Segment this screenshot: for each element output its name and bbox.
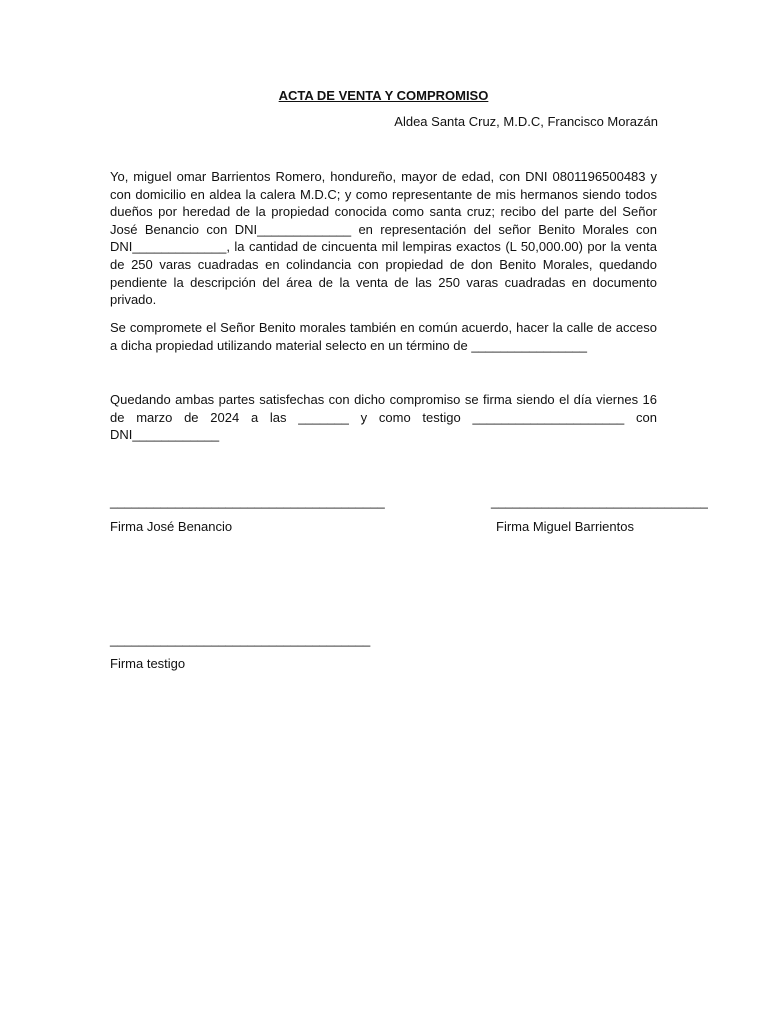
signature-line-witness: ____________________________________ [110, 632, 371, 647]
signature-label-miguel: Firma Miguel Barrientos [496, 519, 634, 534]
signature-line-miguel: ______________________________ [491, 494, 708, 509]
paragraph-signing: Quedando ambas partes satisfechas con dicho compromiso se firma siendo el día viernes 16 de marzo de 2024 a las _______ y como testigo _____________________ con DNI____________ [110, 392, 657, 443]
document-title: ACTA DE VENTA Y COMPROMISO [278, 88, 489, 103]
paragraph-commitment: Se compromete el Señor Benito morales también en común acuerdo, hacer la calle de acceso a dicha propiedad utilizando material selecto en un término de ________________ [110, 320, 657, 353]
signature-label-witness: Firma testigo [110, 656, 186, 671]
signature-line-jose: ______________________________________ [110, 494, 385, 509]
paragraph-sale-statement: Yo, miguel omar Barrientos Romero, hondureño, mayor de edad, con DNI 0801196500483 y con domicilio en aldea la calera M.D.C; y como representante de mis hermanos siendo todos dueños por heredad de la propiedad conocida como santa cruz; recibo del parte del Señor José Benancio con DNI_____________ en representación del señor Benito Morales con DNI_____________, la cantidad de cincuenta mil lempiras exactos (L 50,000.00) por la venta de 250 varas cuadradas en colindancia con propiedad de don Benito Morales, quedando pendiente la descripción del área de la venta de las 250 varas cuadradas en documento privado. [110, 169, 657, 308]
signature-label-jose: Firma José Benancio [110, 519, 233, 534]
document-place: Aldea Santa Cruz, M.D.C, Francisco Morazán [394, 114, 658, 129]
